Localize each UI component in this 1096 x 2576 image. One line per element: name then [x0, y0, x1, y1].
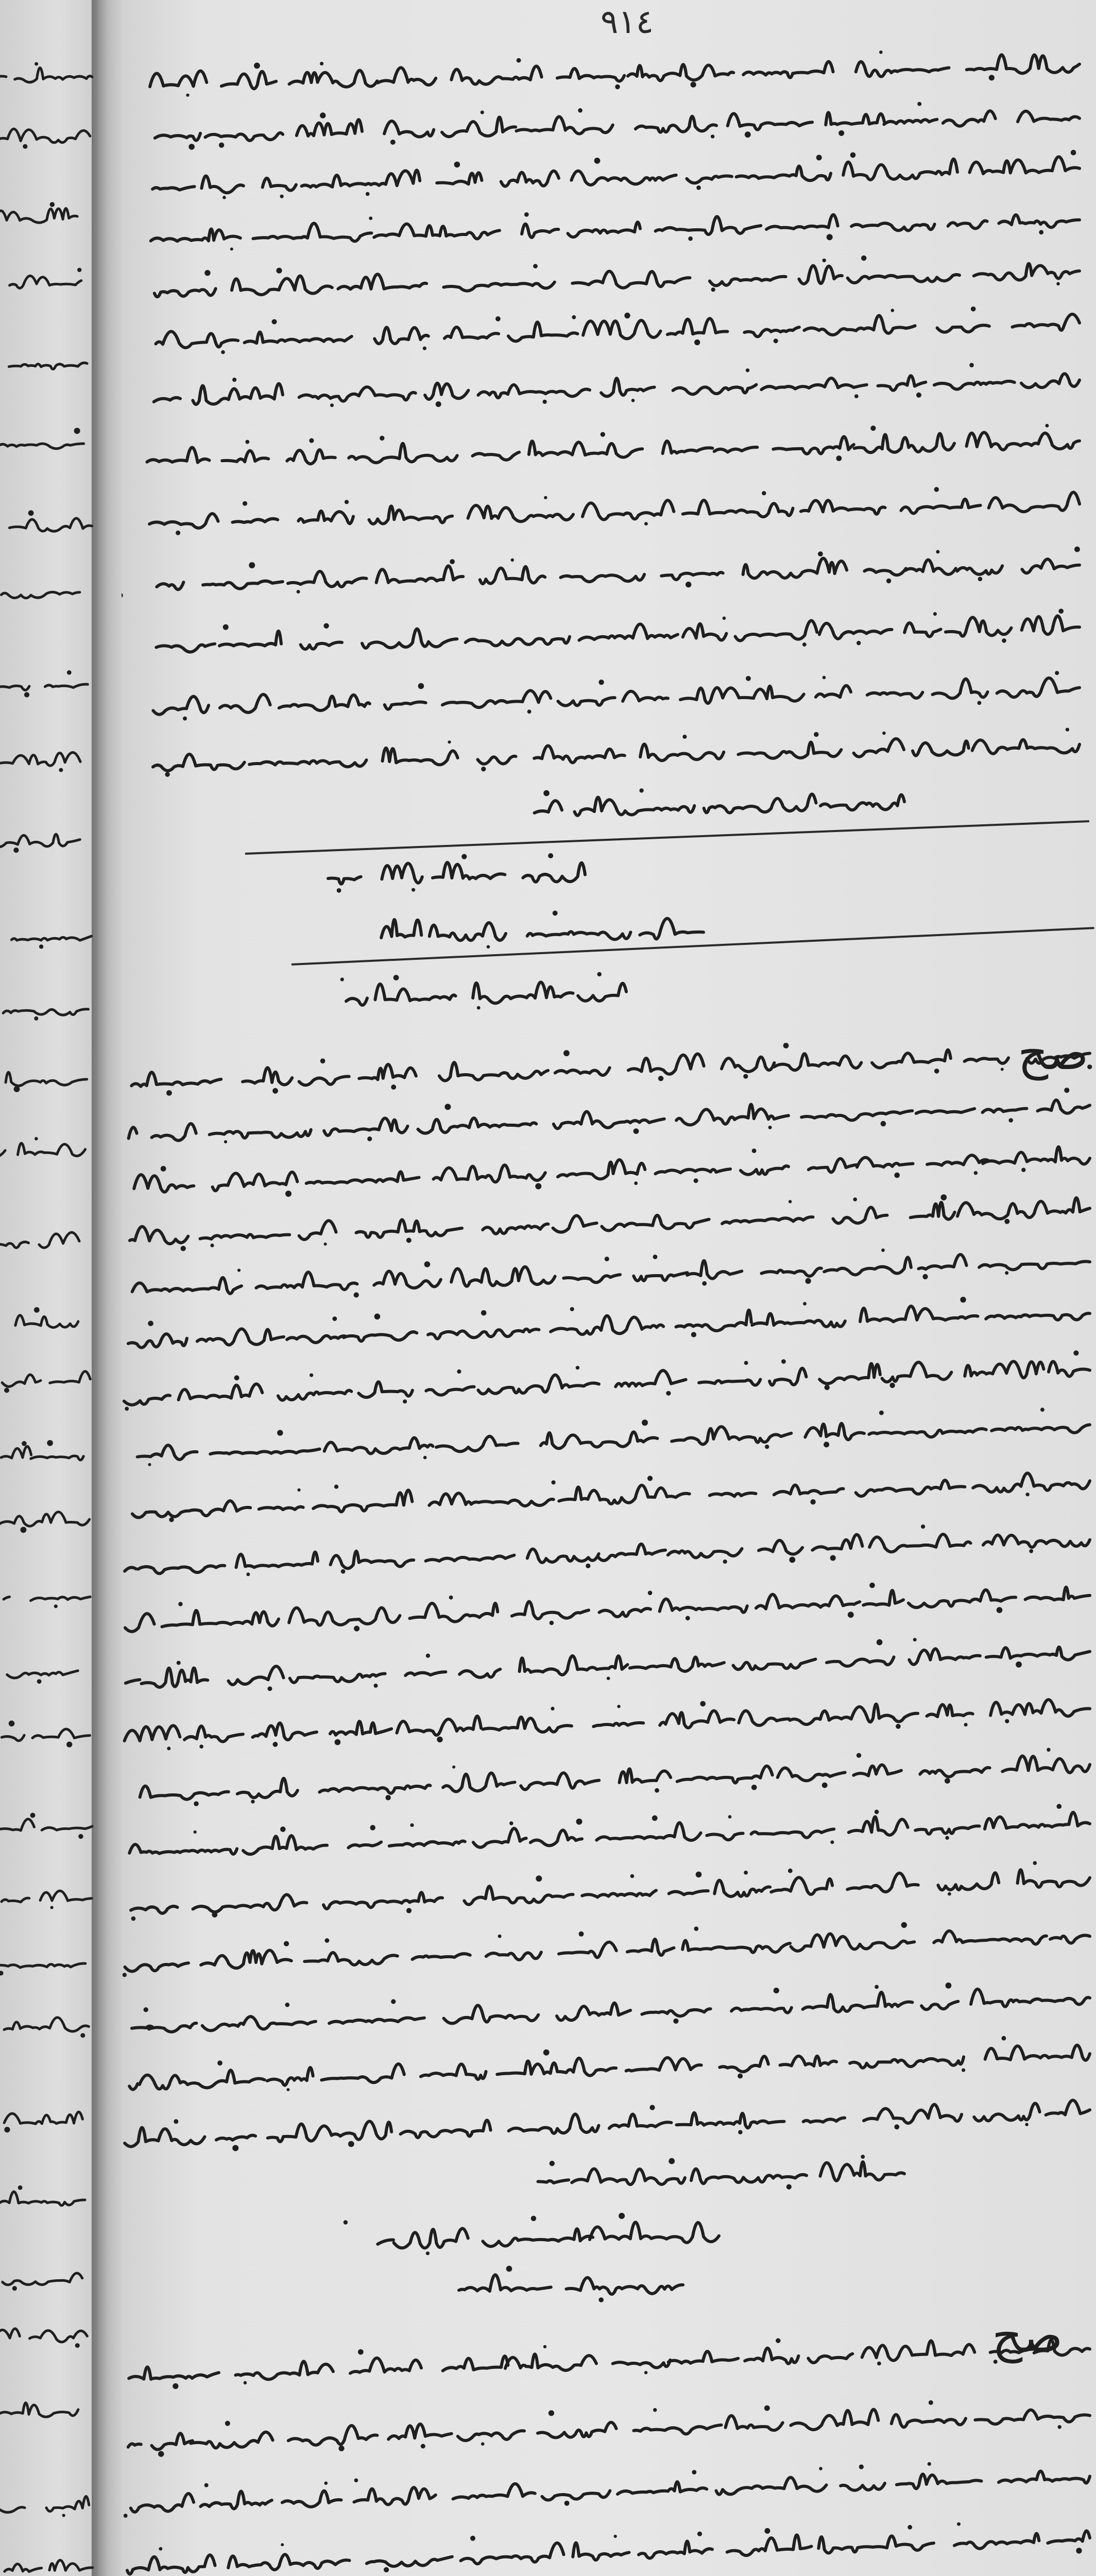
- adjacent-page-strip: [0, 0, 98, 2576]
- section-mark-1: صح: [1018, 1025, 1089, 1080]
- adjacent-page-handwriting: [0, 0, 98, 2576]
- page-number: ٩١٤: [601, 3, 654, 41]
- section-mark-2: صح: [992, 2308, 1063, 2363]
- manuscript-page: [122, 0, 1096, 2576]
- handwritten-text: [122, 0, 1096, 2576]
